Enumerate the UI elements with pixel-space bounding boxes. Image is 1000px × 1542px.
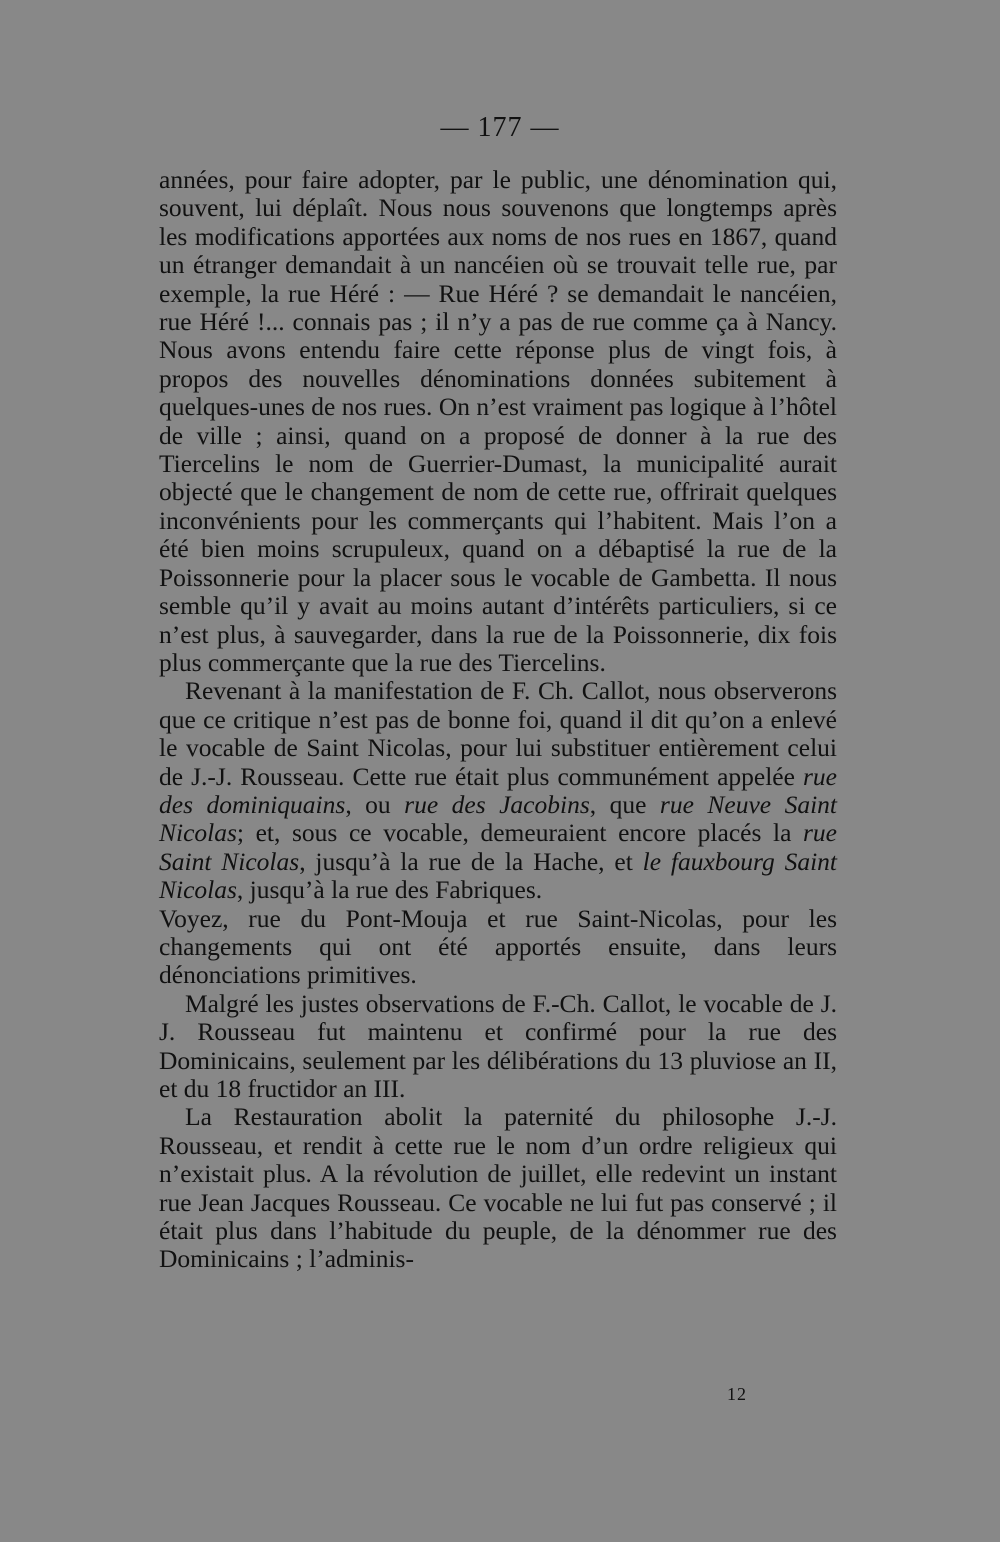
text-run: , jusqu’à la rue des Fabriques.: [236, 875, 543, 905]
paragraph-2: [159, 677, 837, 904]
italic-street-name: rue des dominiquains: [159, 761, 837, 819]
text-run: Revenant à la manifestation de F. Ch. Callot, nous observerons que ce critique n’est pas de bonne foi, quand il dit qu’on a enlevé le vocable de Saint Nicolas, pour lui substituer entièrement celui de J.-J. Rousseau. Cette rue était plus communément appelée: [159, 676, 837, 791]
paragraph-3: [159, 905, 837, 990]
text-run: Voyez, rue du Pont-Mouja et rue Saint-Nicolas, pour les changements qui ont été apportés ensuite, dans leurs dénonciations primitives.: [159, 903, 837, 990]
signature-mark: 12: [727, 1384, 747, 1404]
text-run: , ou: [345, 789, 405, 819]
text-run: Malgré les justes observations de F.-Ch. Callot, le vocable de J. J. Rousseau fut maintenu et confirmé pour la rue des Dominicains, seulement par les délibérations du 13 pluviose an II, et du 18 fructidor an III.: [159, 988, 837, 1103]
text-run: ; et, sous ce vocable, demeuraient encore placés la: [236, 818, 803, 848]
body-text: [159, 166, 837, 1274]
text-run: , jusqu’à la rue de la Hache, et: [299, 846, 643, 876]
page-number: — 177 —: [440, 112, 560, 143]
paragraph-5: [159, 1103, 837, 1273]
text-run: années, pour faire adopter, par le public, une dénomination qui, souvent, lui déplaît. Nous nous souvenons que longtemps après les modifications apportées aux noms de nos rues en 1867, quand un étranger demandait à un nancéien où se trouvait telle rue, par exemple, la rue Héré : — Rue Héré ? se demandait le nancéien, rue Héré !... connais pas ; il n’y a pas de rue comme ça à Nancy. Nous avons entendu faire cette réponse plus de vingt fois, à propos des nouvelles dénominations données subitement à quelques-unes de nos rues. On n’est vraiment pas logique à l’hôtel de ville ; ainsi, quand on a proposé de donner à la rue des Tiercelins le nom de Guerrier-Dumast, la municipalité aurait objecté que le changement de nom de cette rue, offrirait quelques inconvénients pour les commerçants qui l’habitent. Mais l’on a été bien moins scrupuleux, quand on a débaptisé la rue de la Poissonnerie pour la placer sous le vocable de Gambetta. Il nous semble qu’il y avait au moins autant d’intérêts particuliers, si ce n’est plus, à sauvegarder, dans la rue de la Poissonnerie, dix fois plus commerçante que la rue des Tiercelins.: [159, 165, 837, 677]
italic-street-name: rue Neuve Saint Nicolas: [159, 789, 838, 848]
italic-street-name: rue Saint Nicolas: [159, 818, 837, 876]
italic-street-name: rue des Jacobins: [404, 789, 590, 819]
paragraph-1: [159, 166, 837, 677]
text-run: La Restauration abolit la paternité du philosophe J.-J. Rousseau, et rendit à cette rue le nom d’un ordre religieux qui n’existait plus. A la révolution de juillet, elle redevint un instant rue Jean Jacques Rousseau. Ce vocable ne lui fut pas conservé ; il était plus dans l’habitude du peuple, de la dénommer rue des Dominicains ; l’adminis-: [159, 1102, 837, 1274]
text-run: , que: [589, 789, 660, 819]
italic-street-name: le fauxbourg Saint Nicolas: [159, 846, 838, 905]
paragraph-4: [159, 990, 837, 1104]
